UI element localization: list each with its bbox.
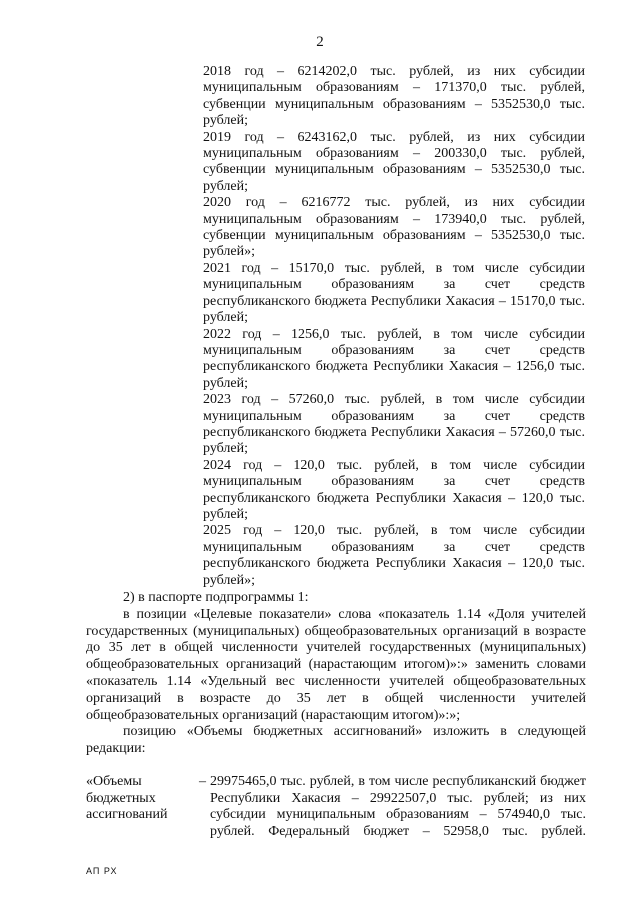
paragraph-subprogram-passport: 2) в паспорте подпрограммы 1: — [123, 590, 309, 605]
budget-label: «Объемы бюджетных ассигнований — [86, 774, 168, 823]
year-entry-2021: 2021 год – 15170,0 тыс. рублей, в том числе субсидии муниципальным образованиям за счет средств республиканского бюджета Республики Хакасия – 15170,0 тыс. рублей; — [203, 260, 585, 326]
footer-mark: АП РХ — [86, 866, 118, 876]
budget-dash: – — [199, 774, 206, 789]
year-entry-2022: 2022 год – 1256,0 тыс. рублей, в том числе субсидии муниципальным образованиям за счет средств республиканского бюджета Республики Хакасия – 1256,0 тыс. рублей; — [203, 326, 585, 391]
year-entries-block — [203, 64, 585, 589]
paragraph-budget-position: позицию «Объемы бюджетных ассигнований» изложить в следующей редакции: — [86, 724, 586, 757]
year-entry-2020: 2020 год – 6216772 тыс. рублей, из них субсидии муниципальным образованиям – 173940,0 тыс. рублей, субвенции муниципальным образованиям – 5352530,0 тыс. рублей»; — [203, 195, 585, 260]
amendment-text — [86, 590, 586, 758]
paragraph-target-indicators: в позиции «Целевые показатели» слова «показатель 1.14 «Доля учителей государственных (муниципальных) общеобразовательных организаций в возрасте до 35 лет в общей численности учителей государственных (муниципальных) общеобразовательных организаций (нарастающим итогом)»:» заменить словами «показатель 1.14 «Удельный вес численности учителей общеобразовательных организаций в возрасте до 35 лет в общей численности учителей общеобразовательных организаций (нарастающим итогом)»:»; — [86, 606, 586, 723]
budget-text: 29975465,0 тыс. рублей, в том числе республиканский бюджет Республики Хакасия – 29922507,0 тыс. рублей; из них субсидии муниципальным образованиям – 574940,0 тыс. рублей. Федеральный бюджет – 52958,0 тыс. рублей. — [210, 774, 586, 839]
year-entry-2018: 2018 год – 6214202,0 тыс. рублей, из них субсидии муниципальным образованиям – 171370,0 тыс. рублей, субвенции муниципальным образованиям – 5352530,0 тыс. рублей; — [203, 64, 585, 129]
year-entry-2019: 2019 год – 6243162,0 тыс. рублей, из них субсидии муниципальным образованиям – 200330,0 тыс. рублей, субвенции муниципальным образованиям – 5352530,0 тыс. рублей; — [203, 129, 585, 194]
year-entry-2023: 2023 год – 57260,0 тыс. рублей, в том числе субсидии муниципальным образованиям за счет средств республиканского бюджета Республики Хакасия – 57260,0 тыс. рублей; — [203, 392, 585, 457]
year-entry-2025: 2025 год – 120,0 тыс. рублей, в том числе субсидии муниципальным образованиям за счет средств республиканского бюджета Республики Хакасия – 120,0 тыс. рублей»; — [203, 523, 585, 588]
year-entry-2024: 2024 год – 120,0 тыс. рублей, в том числе субсидии муниципальным образованиям за счет средств республиканского бюджета Республики Хакасия – 120,0 тыс. рублей; — [203, 457, 585, 522]
page-number: 2 — [316, 34, 324, 50]
